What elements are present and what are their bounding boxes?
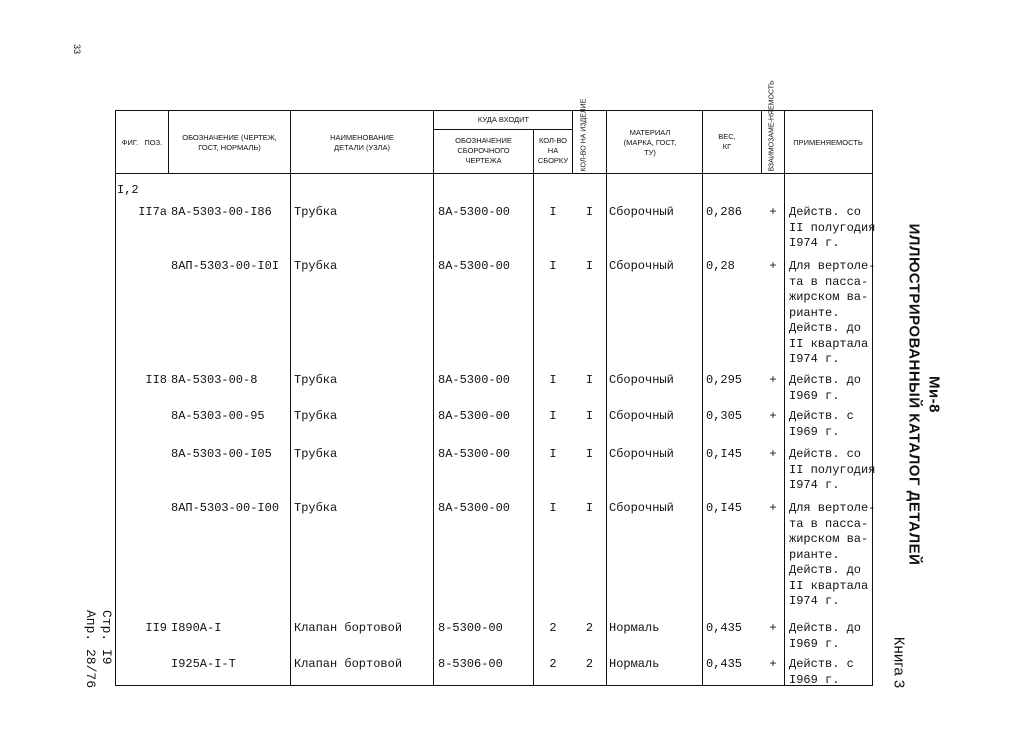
cell-qty-asm: I	[549, 447, 557, 461]
header-material: МАТЕРИАЛ (МАРКА, ГОСТ, ТУ)	[623, 128, 677, 157]
cell-qty-prod: I	[585, 501, 594, 515]
cell-designation: 8А-5303-00-95	[171, 409, 265, 423]
cell-name: Трубка	[294, 205, 338, 219]
cell-inter: +	[769, 657, 777, 671]
parts-table	[115, 80, 876, 687]
cell-qty-prod: 2	[585, 657, 594, 671]
cell-inter: +	[769, 621, 777, 635]
cell-weight: 0,305	[706, 409, 743, 423]
cell-material: Сборочный	[609, 409, 674, 423]
cell-applic: Для вертоле- та в пасса- жирском ва- рианте. Действ. до II квартала I974 г.	[789, 501, 876, 608]
cell-qty-prod: I	[585, 259, 594, 273]
cell-material: Сборочный	[609, 373, 674, 387]
cell-weight: 0,I45	[706, 501, 743, 515]
model-name: Ми-8	[925, 375, 943, 414]
header-subrule	[433, 129, 572, 130]
col-line-inter-left	[761, 111, 762, 173]
header-bottom-rule	[116, 173, 872, 174]
header-name: НАИМЕНОВАНИЕ ДЕТАЛИ (УЗЛА)	[330, 133, 394, 152]
side-title-catalog	[906, 195, 923, 595]
header-fig-pos	[116, 135, 168, 151]
cell-applic: Действ. со II полугодия I974 г.	[789, 205, 876, 250]
page-number: 33	[72, 44, 82, 55]
cell-assembly: 8А-5300-00	[438, 501, 511, 515]
side-title-model	[926, 195, 943, 595]
cell-qty-prod: 2	[585, 621, 594, 635]
cell-weight: 0,286	[706, 205, 743, 219]
header-assembly-drawing: ОБОЗНАЧЕНИЕ СБОРОЧНОГО ЧЕРТЕЖА	[455, 136, 512, 165]
cell-material: Сборочный	[609, 501, 674, 515]
cell-qty-asm: I	[549, 501, 557, 515]
cell-qty-prod: I	[585, 409, 594, 423]
cell-name: Трубка	[294, 259, 338, 273]
cell-weight: 0,295	[706, 373, 743, 387]
cell-inter: +	[769, 373, 777, 387]
cell-pos: II8	[145, 373, 167, 387]
cell-qty-prod: I	[585, 373, 594, 387]
cell-qty-asm: 2	[549, 621, 557, 635]
cell-name: Трубка	[294, 501, 338, 515]
cell-designation: I925А-I-Т	[171, 657, 236, 671]
cell-inter: +	[769, 501, 777, 515]
cell-designation: I890А-I	[171, 621, 222, 635]
cell-designation: 8А-5303-00-8	[171, 373, 258, 387]
cell-name: Клапан бортовой	[294, 657, 403, 671]
cell-designation: 8А-5303-00-I05	[171, 447, 272, 461]
cell-qty-prod: I	[585, 447, 594, 461]
cell-applic: Действ. до I969 г.	[789, 621, 862, 651]
cell-assembly: 8А-5300-00	[438, 205, 511, 219]
cell-qty-asm: I	[549, 259, 557, 273]
cell-material: Сборочный	[609, 447, 674, 461]
book-number: Книга 3	[890, 636, 908, 689]
side-title-book	[891, 623, 908, 703]
cell-designation: 8А-5303-00-I86	[171, 205, 272, 219]
cell-qty-asm: I	[549, 373, 557, 387]
cell-material: Сборочный	[609, 205, 674, 219]
footer-date: Апр. 28/76	[83, 610, 98, 689]
group-label: I,2	[117, 183, 139, 197]
cell-weight: 0,435	[706, 657, 743, 671]
cell-inter: +	[769, 205, 777, 219]
cell-inter: +	[769, 447, 777, 461]
header-qty-assembly: КОЛ-ВО НА СБОРКУ	[537, 136, 569, 165]
cell-pos: II7а	[138, 205, 167, 219]
cell-inter: +	[769, 259, 777, 273]
catalog-title: ИЛЛЮСТРИРОВАННЫЙ КАТАЛОГ ДЕТАЛЕЙ	[905, 223, 923, 566]
cell-qty-prod: I	[585, 205, 594, 219]
cell-weight: 0,I45	[706, 447, 743, 461]
cell-assembly: 8-5300-00	[438, 621, 503, 635]
cell-assembly: 8А-5300-00	[438, 259, 511, 273]
header-applicability: ПРИМЕНЯЕМОСТЬ	[793, 138, 863, 147]
cell-assembly: 8А-5300-00	[438, 409, 511, 423]
header-weight: ВЕС, КГ	[718, 132, 736, 151]
col-line-applic	[784, 111, 785, 686]
header-designation: ОБОЗНАЧЕНИЕ (ЧЕРТЕЖ, ГОСТ, НОРМАЛЬ)	[182, 133, 277, 152]
cell-qty-asm: 2	[549, 657, 557, 671]
cell-applic: Для вертоле- та в пасса- жирском ва- рианте. Действ. до II квартала I974 г.	[789, 259, 876, 366]
header-qty-product: КОЛ-ВО НА ИЗДЕЛИЕ	[580, 98, 588, 172]
cell-applic: Действ. до I969 г.	[789, 373, 862, 403]
cell-assembly: 8А-5300-00	[438, 447, 511, 461]
footer-page: Стр. I9	[99, 610, 114, 665]
cell-applic: Действ. со II полугодия I974 г.	[789, 447, 876, 492]
cell-name: Трубка	[294, 409, 338, 423]
cell-weight: 0,435	[706, 621, 743, 635]
cell-material: Нормаль	[609, 657, 660, 671]
cell-name: Трубка	[294, 373, 338, 387]
col-line-material	[702, 111, 703, 686]
col-line-designation	[290, 111, 291, 686]
cell-designation: 8АП-5303-00-I00	[171, 501, 280, 515]
cell-assembly: 8-5306-00	[438, 657, 503, 671]
cell-material: Нормаль	[609, 621, 660, 635]
footer-block	[82, 610, 114, 688]
col-line-qty	[606, 111, 607, 686]
cell-qty-asm: I	[549, 409, 557, 423]
cell-applic: Действ. с I969 г.	[789, 657, 854, 687]
cell-name: Клапан бортовой	[294, 621, 403, 635]
col-line-name	[433, 111, 434, 686]
cell-inter: +	[769, 409, 777, 423]
cell-pos: II9	[145, 621, 167, 635]
cell-assembly: 8А-5300-00	[438, 373, 511, 387]
cell-qty-asm: I	[549, 205, 557, 219]
cell-weight: 0,28	[706, 259, 735, 273]
header-kuda-vhodit: КУДА ВХОДИТ	[477, 115, 530, 124]
header-interchangeability: ВЗАИМОЗАМЕ-НЯЕМОСТЬ	[768, 80, 776, 172]
cell-applic: Действ. с I969 г.	[789, 409, 854, 439]
cell-material: Сборочный	[609, 259, 674, 273]
header-fig: ФИГ.	[121, 138, 139, 147]
cell-name: Трубка	[294, 447, 338, 461]
header-pos: ПОЗ.	[144, 138, 163, 147]
cell-designation: 8АП-5303-00-I0I	[171, 259, 280, 273]
